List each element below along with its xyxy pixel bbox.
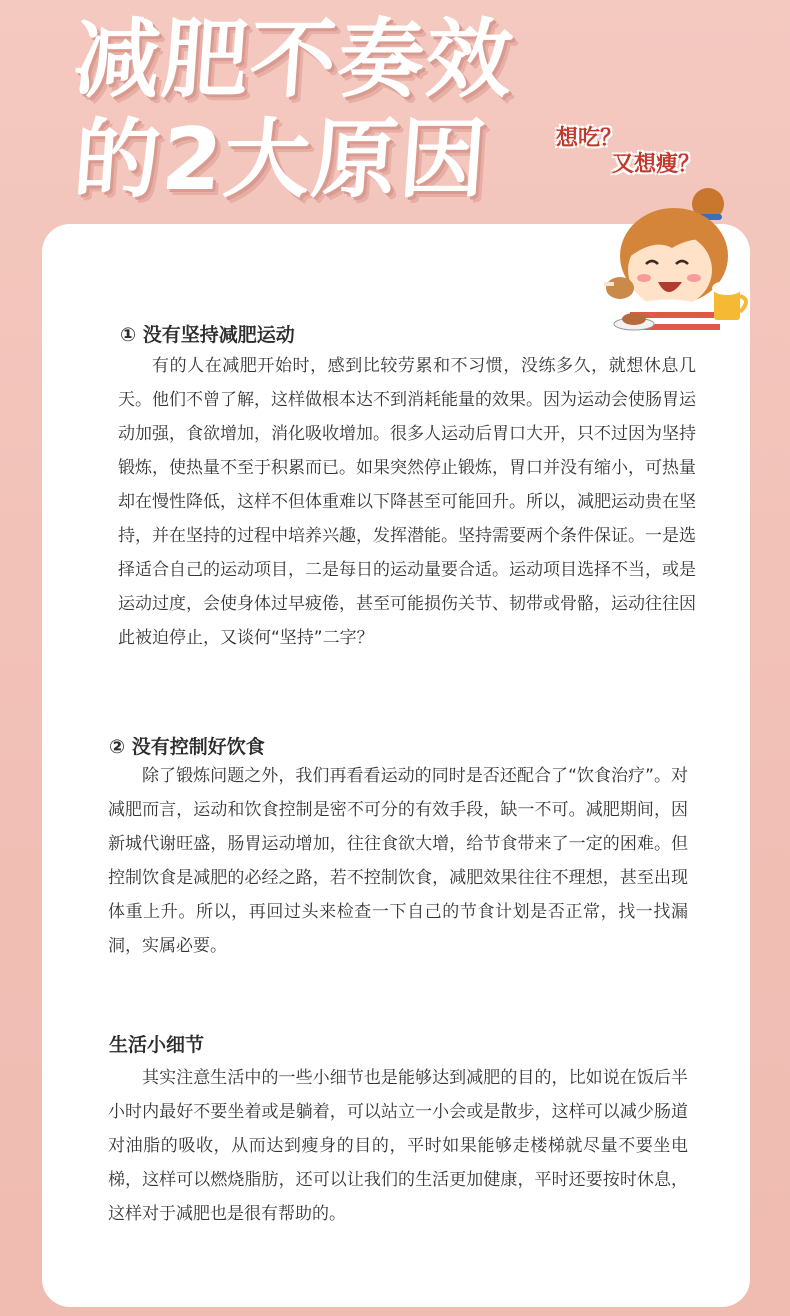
section-heading-2: ② 没有控制好饮食 xyxy=(109,736,265,758)
speech-text-want-slim: 又想瘦？ xyxy=(612,152,701,177)
page-title-line-1: 减肥不奏效 xyxy=(70,10,518,110)
cartoon-girl-eating-illustration xyxy=(596,178,764,338)
section-heading-3: 生活小细节 xyxy=(109,1034,205,1056)
section-heading-1: ① 没有坚持减肥运动 xyxy=(120,324,295,346)
page-title xyxy=(70,10,594,210)
speech-text-want-eat: 想吃？ xyxy=(556,126,623,151)
page-title-line-2: 的2大原因 xyxy=(70,110,492,210)
section-body-1: 有的人在减肥开始时，感到比较劳累和不习惯，没练多久，就想休息几天。他们不曾了解，这样做根本达不到消耗能量的效果。因为运动会使肠胃运动加强，食欲增加，消化吸收增加。很多人运动后胃口大开，只不过因为坚持锻炼，使热量不至于积累而已。如果突然停止锻炼，胃口并没有缩小，可热量却在慢性降低，这样不但体重难以下降甚至可能回升。所以，减肥运动贵在坚持，并在坚持的过程中培养兴趣，发挥潜能。坚持需要两个条件保证。一是选择适合自己的运动项目，二是每日的运动量要合适。运动项目选择不当，或是运动过度，会使身体过早疲倦，甚至可能损伤关节、韧带或骨骼，运动往往因此被迫停止，又谈何“坚持”二字？ xyxy=(118,356,696,648)
section-body-3: 其实注意生活中的一些小细节也是能够达到减肥的目的，比如说在饭后半小时内最好不要坐着或是躺着，可以站立一小会或是散步，这样可以减少肠道对油脂的吸收，从而达到瘦身的目的，平时如果能够走楼梯就尽量不要坐电梯，这样可以燃烧脂肪，还可以让我们的生活更加健康，平时还要按时休息，这样对于减肥也是很有帮助的。 xyxy=(108,1068,688,1224)
section-body-2: 除了锻炼问题之外，我们再看看运动的同时是否还配合了“饮食治疗”。对减肥而言，运动和饮食控制是密不可分的有效手段，缺一不可。减肥期间，因新城代谢旺盛，肠胃运动增加，往往食欲大增，给节食带来了一定的困难。但控制饮食是减肥的必经之路，若不控制饮食，减肥效果往往不理想，甚至出现体重上升。所以，再回过头来检查一下自己的节食计划是否正常，找一找漏洞，实属必要。 xyxy=(108,766,688,956)
